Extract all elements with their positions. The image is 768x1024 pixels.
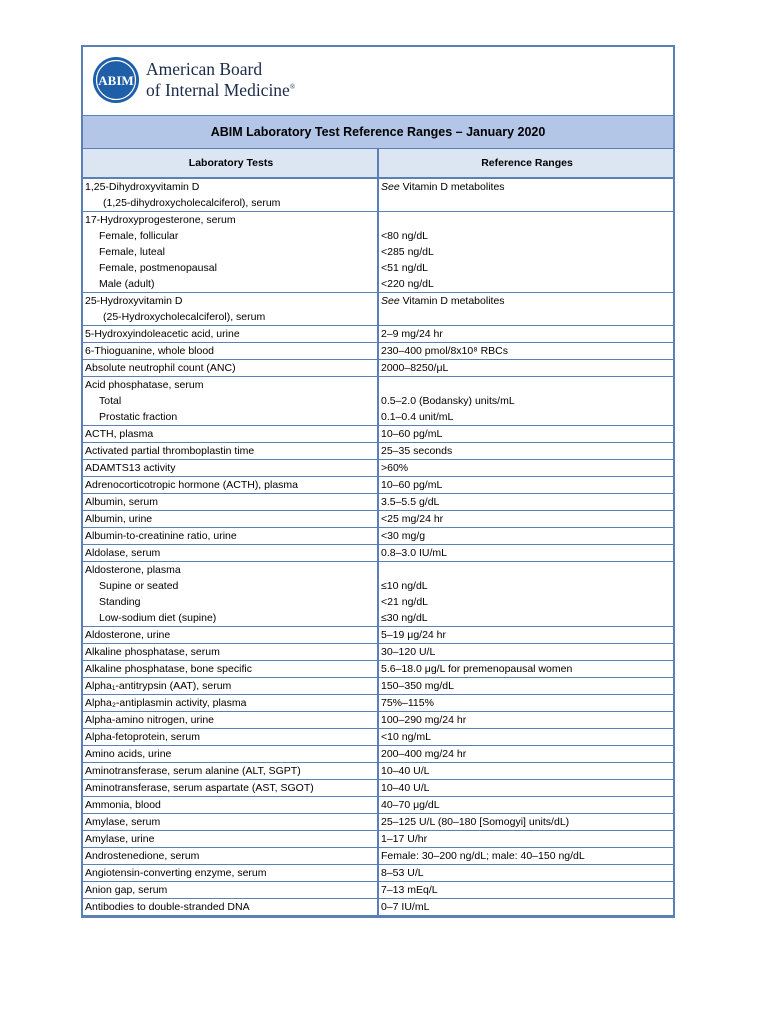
test-name-cell [83, 695, 379, 711]
test-name-cell [83, 712, 379, 728]
test-name-cell [83, 179, 379, 211]
test-name: Alkaline phosphatase, bone specific [85, 663, 252, 675]
test-name-cell [83, 562, 379, 626]
reference-range-cell [379, 343, 673, 359]
test-name: Ammonia, blood [85, 799, 161, 811]
column-header-row [83, 149, 673, 179]
test-subitem: Standing [99, 596, 141, 608]
test-name-cell [83, 644, 379, 660]
test-name: Amylase, urine [85, 833, 155, 845]
spacer [381, 309, 673, 325]
test-name: Aminotransferase, serum alanine (ALT, SGPT) [85, 765, 301, 777]
table-row [83, 831, 673, 848]
reference-range-value: 100–290 mg/24 hr [381, 714, 467, 726]
table-row [83, 377, 673, 426]
table-row [83, 661, 673, 678]
reference-range-value: <80 ng/dL [381, 230, 429, 242]
test-name-cell [83, 831, 379, 847]
test-name: Alpha₂-antiplasmin activity, plasma [85, 697, 247, 709]
reference-range-value: 30–120 U/L [381, 646, 436, 658]
reference-range-value: 25–35 seconds [381, 445, 453, 457]
test-subitem: Female, luteal [99, 246, 165, 258]
table-row [83, 443, 673, 460]
test-name: Androstenedione, serum [85, 850, 200, 862]
reference-range-cell [379, 460, 673, 476]
test-name-cell [83, 511, 379, 527]
reference-range-value: <51 ng/dL [381, 262, 429, 274]
reference-range-value [381, 562, 673, 578]
test-name: Activated partial thromboplastin time [85, 445, 255, 457]
reference-range-cell [379, 426, 673, 442]
test-name-cell [83, 477, 379, 493]
test-name: ACTH, plasma [85, 428, 154, 440]
table-row [83, 865, 673, 882]
table-row [83, 899, 673, 916]
test-subitem: Supine or seated [99, 580, 179, 592]
table-row [83, 644, 673, 661]
reference-range-value: 230–400 pmol/8x10⁸ RBCs [381, 345, 509, 357]
reference-range-cell [379, 899, 673, 915]
test-name-cell [83, 377, 379, 425]
reference-range-value: 5–19 μg/24 hr [381, 629, 447, 641]
reference-range-cell [379, 661, 673, 677]
org-name-line1: American Board [146, 59, 263, 79]
test-name-cell [83, 899, 379, 915]
test-subitem: Female, follicular [99, 230, 179, 242]
test-name-cell [83, 494, 379, 510]
table-body [83, 179, 673, 916]
test-name: Anion gap, serum [85, 884, 168, 896]
test-subitem: (25-Hydroxycholecalciferol), serum [103, 311, 266, 323]
reference-range-cell [379, 494, 673, 510]
reference-range-value: ≤10 ng/dL [381, 580, 428, 592]
reference-range-value [381, 377, 673, 393]
reference-range-value: <25 mg/24 hr [381, 513, 444, 525]
test-name: Albumin, urine [85, 513, 153, 525]
table-row [83, 460, 673, 477]
table-row [83, 343, 673, 360]
reference-range-value: 0.5–2.0 (Bodansky) units/mL [381, 395, 515, 407]
column-header-tests: Laboratory Tests [83, 149, 379, 177]
reference-range-cell [379, 865, 673, 881]
reference-range-value: See Vitamin D metabolites [381, 295, 505, 307]
reference-range-value: 5.6–18.0 μg/L for premenopausal women [381, 663, 573, 675]
reference-range-value: 10–40 U/L [381, 782, 430, 794]
reference-range-cell [379, 443, 673, 459]
test-name-cell [83, 865, 379, 881]
table-row [83, 528, 673, 545]
table-row [83, 882, 673, 899]
reference-range-value: >60% [381, 462, 409, 474]
reference-range-value: <220 ng/dL [381, 278, 434, 290]
reference-range-value: 75%–115% [381, 697, 434, 709]
test-name-cell [83, 729, 379, 745]
svg-text:ABIM: ABIM [98, 73, 134, 88]
table-row [83, 712, 673, 729]
test-name: Acid phosphatase, serum [85, 379, 204, 391]
test-name: Aldosterone, urine [85, 629, 171, 641]
reference-range-cell [379, 797, 673, 813]
reference-range-document [81, 45, 675, 918]
reference-range-value: 150–350 mg/dL [381, 680, 454, 692]
table-row [83, 627, 673, 644]
reference-range-value: 7–13 mEq/L [381, 884, 438, 896]
reference-range-cell [379, 477, 673, 493]
test-name-cell [83, 326, 379, 342]
test-subitem: Total [99, 395, 122, 407]
test-name: Albumin-to-creatinine ratio, urine [85, 530, 237, 542]
test-name-cell [83, 343, 379, 359]
test-subitem: Low-sodium diet (supine) [99, 612, 217, 624]
reference-range-value: 25–125 U/L (80–180 [Somogyi] units/dL) [381, 816, 570, 828]
test-subitem: Prostatic fraction [99, 411, 178, 423]
reference-range-value: 40–70 μg/dL [381, 799, 440, 811]
reference-range-value: 10–60 pg/mL [381, 428, 443, 440]
table-row [83, 746, 673, 763]
test-name: Alpha-amino nitrogen, urine [85, 714, 214, 726]
reference-range-cell [379, 293, 673, 325]
test-name-cell [83, 746, 379, 762]
test-name: Aminotransferase, serum aspartate (AST, SGOT) [85, 782, 314, 794]
column-header-ranges: Reference Ranges [481, 157, 573, 169]
test-name: Alpha₁-antitrypsin (AAT), serum [85, 680, 232, 692]
test-name: Alkaline phosphatase, serum [85, 646, 220, 658]
reference-range-value: 8–53 U/L [381, 867, 424, 879]
reference-range-value: 0.8–3.0 IU/mL [381, 547, 447, 559]
table-row [83, 511, 673, 528]
reference-range-value: See Vitamin D metabolites [381, 181, 505, 193]
reference-range-cell [379, 562, 673, 626]
reference-range-cell [379, 377, 673, 425]
test-name-cell [83, 763, 379, 779]
table-row [83, 729, 673, 746]
table-row [83, 763, 673, 780]
table-row [83, 848, 673, 865]
reference-range-cell [379, 326, 673, 342]
table-row [83, 212, 673, 293]
test-name: Absolute neutrophil count (ANC) [85, 362, 236, 374]
test-name-cell [83, 460, 379, 476]
test-name: ADAMTS13 activity [85, 462, 176, 474]
test-subitem: Male (adult) [99, 278, 155, 290]
table-row [83, 780, 673, 797]
test-name-cell [83, 627, 379, 643]
test-name-cell [83, 528, 379, 544]
table-row [83, 678, 673, 695]
reference-range-cell [379, 780, 673, 796]
test-name-cell [83, 212, 379, 292]
reference-range-value: 10–60 pg/mL [381, 479, 443, 491]
test-name-cell [83, 661, 379, 677]
reference-range-value: 0.1–0.4 unit/mL [381, 411, 454, 423]
reference-range-value: ≤30 ng/dL [381, 612, 428, 624]
header-logo-area [83, 47, 673, 116]
test-name: Amylase, serum [85, 816, 161, 828]
registered-mark: ® [289, 83, 296, 91]
test-name: Amino acids, urine [85, 748, 172, 760]
reference-range-cell [379, 627, 673, 643]
test-name-cell [83, 797, 379, 813]
test-name: 5-Hydroxyindoleacetic acid, urine [85, 328, 240, 340]
reference-range-cell [379, 644, 673, 660]
reference-range-value: <30 mg/g [381, 530, 426, 542]
table-row [83, 494, 673, 511]
reference-range-value: 2–9 mg/24 hr [381, 328, 443, 340]
reference-range-cell [379, 746, 673, 762]
test-subitem: (1,25-dihydroxycholecalciferol), serum [103, 197, 281, 209]
table-row [83, 562, 673, 627]
test-name: Aldosterone, plasma [85, 564, 181, 576]
reference-range-cell [379, 882, 673, 898]
org-name-line2: of Internal Medicine® [146, 79, 296, 100]
test-name: 1,25-Dihydroxyvitamin D [85, 181, 200, 193]
test-name-cell [83, 882, 379, 898]
test-name: 17-Hydroxyprogesterone, serum [85, 214, 236, 226]
abim-seal-logo [92, 56, 140, 104]
table-row [83, 426, 673, 443]
test-name-cell [83, 678, 379, 694]
reference-range-value: Female: 30–200 ng/dL; male: 40–150 ng/dL [381, 850, 585, 862]
reference-range-cell [379, 179, 673, 211]
reference-range-cell [379, 814, 673, 830]
reference-range-cell [379, 360, 673, 376]
test-name-cell [83, 814, 379, 830]
reference-range-value: <10 ng/mL [381, 731, 431, 743]
table-row [83, 326, 673, 343]
test-name-cell [83, 780, 379, 796]
test-name: Angiotensin-converting enzyme, serum [85, 867, 267, 879]
reference-range-cell [379, 729, 673, 745]
table-row [83, 797, 673, 814]
table-row [83, 545, 673, 562]
test-name: Alpha-fetoprotein, serum [85, 731, 200, 743]
table-row [83, 293, 673, 326]
test-name-cell [83, 360, 379, 376]
test-name: Albumin, serum [85, 496, 158, 508]
reference-range-cell [379, 545, 673, 561]
reference-range-cell [379, 678, 673, 694]
reference-range-value: 1–17 U/hr [381, 833, 428, 845]
table-row [83, 477, 673, 494]
test-name-cell [83, 293, 379, 325]
reference-range-value: <21 ng/dL [381, 596, 429, 608]
test-name: Antibodies to double-stranded DNA [85, 901, 250, 913]
reference-range-cell [379, 831, 673, 847]
test-name: Aldolase, serum [85, 547, 161, 559]
reference-range-value: 2000–8250/μL [381, 362, 449, 374]
spacer [381, 195, 673, 211]
table-row [83, 360, 673, 377]
test-name-cell [83, 545, 379, 561]
test-name-cell [83, 443, 379, 459]
organization-name [146, 60, 295, 99]
reference-range-cell [379, 511, 673, 527]
reference-range-cell [379, 712, 673, 728]
reference-range-cell [379, 528, 673, 544]
reference-range-cell [379, 695, 673, 711]
table-row [83, 179, 673, 212]
reference-range-value: 3.5–5.5 g/dL [381, 496, 440, 508]
reference-range-cell [379, 212, 673, 292]
reference-range-value [381, 212, 673, 228]
reference-range-value: 10–40 U/L [381, 765, 430, 777]
table-row [83, 814, 673, 831]
test-name-cell [83, 426, 379, 442]
test-name: 25-Hydroxyvitamin D [85, 295, 183, 307]
reference-range-value: <285 ng/dL [381, 246, 434, 258]
reference-range-cell [379, 763, 673, 779]
table-row [83, 695, 673, 712]
test-name: Adrenocorticotropic hormone (ACTH), plasma [85, 479, 298, 491]
document-title: ABIM Laboratory Test Reference Ranges – January 2020 [83, 116, 673, 149]
test-name: 6-Thioguanine, whole blood [85, 345, 215, 357]
test-subitem: Female, postmenopausal [99, 262, 217, 274]
reference-range-cell [379, 848, 673, 864]
reference-range-value: 200–400 mg/24 hr [381, 748, 467, 760]
reference-range-value: 0–7 IU/mL [381, 901, 430, 913]
test-name-cell [83, 848, 379, 864]
